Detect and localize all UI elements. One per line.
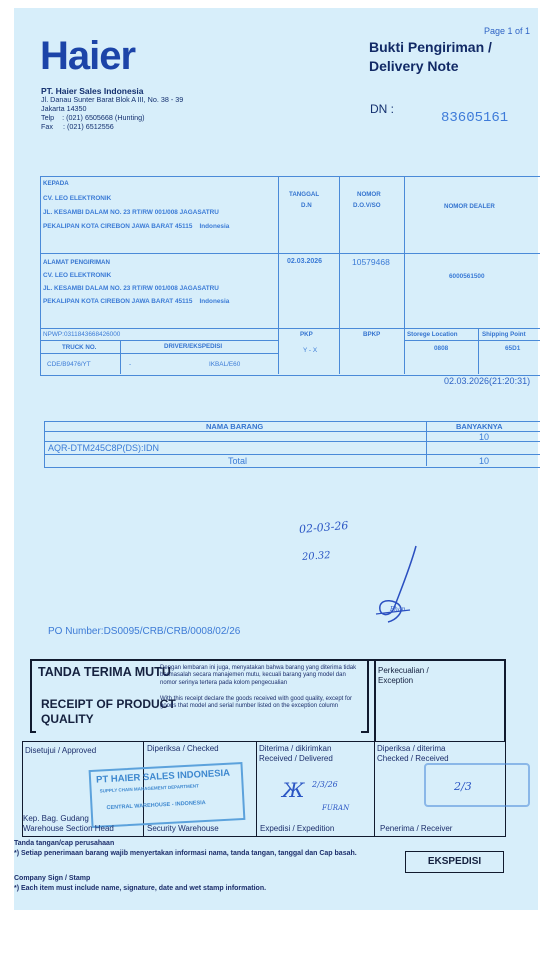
tanggal-label: TANGGAL — [289, 191, 320, 198]
company-name: PT. Haier Sales Indonesia — [41, 86, 144, 96]
company-address-line: Jakarta 14350 — [41, 104, 87, 113]
shipping-point-label: Shipping Point — [482, 331, 526, 338]
expedition-signature: Ж — [282, 778, 305, 802]
dealer-label: NOMOR DEALER — [444, 203, 495, 210]
shipping-city: PEKALIPAN KOTA CIREBON JAWA BARAT 45115 Indonesia — [43, 298, 230, 305]
shipping-point-value: 65D1 — [505, 345, 521, 352]
handwritten-date: 02-03-26 — [298, 518, 349, 537]
nomor-value: 10579468 — [352, 257, 390, 267]
company-phone: Telp : (021) 6505668 (Hunting) — [41, 113, 145, 122]
print-timestamp: 02.03.2026(21:20:31) — [444, 376, 531, 386]
document-title-en: Delivery Note — [369, 58, 459, 74]
stamp-department: SUPPLY CHAIN MANAGEMENT DEPARTMENT — [99, 783, 199, 794]
receipt-title-en: RECEIPT OF PRODUCT — [41, 697, 176, 711]
footer-note-label-id: Tanda tangan/cap perusahaan — [14, 840, 115, 847]
dealer-value: 6000561500 — [449, 273, 485, 280]
npwp-value: NPWP:0311843668426000 — [43, 331, 121, 338]
ekspedisi-copy-label: EKSPEDISI — [405, 851, 504, 873]
recipient-city: PEKALIPAN KOTA CIREBON JAWA BARAT 45115 Indonesia — [43, 223, 230, 230]
approved-label: Disetujui / Approved — [25, 746, 97, 755]
total-qty: 10 — [479, 456, 490, 466]
handwritten-initials: Fhan — [390, 606, 406, 613]
expedition-sign-date: 2/3/26 — [312, 780, 338, 789]
dn-number: 83605161 — [441, 110, 509, 126]
kepada-label: KEPADA — [43, 180, 69, 187]
driver-value: IKBAL/E60 — [209, 361, 241, 368]
item-name-header: NAMA BARANG — [206, 422, 264, 431]
footer-note-id: *) Setiap penerimaan barang wajib menyertakan informasi nama, tanda tangan, tanggal dan Cap basah. — [14, 850, 357, 857]
receiver-sign-number: 2/3 — [454, 780, 472, 793]
handwritten-time: 20.32 — [301, 550, 331, 563]
dn-label: DN : — [370, 102, 394, 116]
storage-location-label: Storege Location — [407, 331, 458, 338]
warehouse-head-label-id: Kep. Bag. Gudang — [23, 814, 89, 823]
receipt-text-id: Dengan lembaran ini juga, menyatakan bahwa barang yang diterima tidak bermasalah secara manajemen mutu, kecuali barang yang model dan nomor serinya tertera pada kolom pengecualian — [160, 665, 357, 686]
truck-value: CDE/B9476/YT — [47, 361, 91, 368]
shipping-name: CV. LEO ELEKTRONIK — [43, 272, 112, 279]
bpkp-label: BPKP — [363, 331, 381, 338]
security-label: Security Warehouse — [147, 824, 219, 833]
delivery-note-paper — [14, 8, 538, 910]
driver-label: DRIVER/EKSPEDISI — [164, 343, 223, 350]
warehouse-head-label-en: Warehouse Section Head — [23, 824, 114, 833]
tanggal-sub-label: D.N — [301, 202, 312, 209]
stamp-warehouse: CENTRAL WAREHOUSE - INDONESIA — [106, 799, 206, 812]
nomor-label: NOMOR — [357, 191, 381, 198]
company-address-line: Jl. Danau Sunter Barat Blok A III, No. 38 - 39 — [41, 95, 184, 104]
expedition-label: Expedisi / Expedition — [260, 824, 335, 833]
pkp-label: PKP — [300, 331, 313, 338]
document-title-id: Bukti Pengiriman / — [369, 39, 492, 55]
checked-received-label-id: Diperiksa / diterima — [377, 744, 446, 753]
received-label-id: Diterima / dikirimkan — [259, 744, 332, 753]
expedition-sign-name: FURAN — [322, 804, 350, 812]
total-label: Total — [228, 456, 248, 466]
receipt-title-id: TANDA TERIMA MUTU — [38, 665, 171, 679]
item-name: AQR-DTM245C8P(DS):IDN — [48, 443, 160, 453]
receiver-label: Penerima / Receiver — [380, 824, 453, 833]
shipping-address: JL. KESAMBI DALAM NO. 23 RT/RW 001/008 JAGASATRU — [43, 285, 219, 292]
footer-note-en: *) Each item must include name, signature, date and wet stamp information. — [14, 885, 267, 892]
recipient-name: CV. LEO ELEKTRONIK — [43, 195, 112, 202]
company-stamp — [89, 762, 246, 828]
po-number: PO Number:DS0095/CRB/CRB/0008/02/26 — [48, 626, 241, 637]
receipt-text-en: With this receipt declare the goods received with good quality, except for goods that model and serial number listed on the exception column — [160, 696, 352, 710]
nomor-sub-label: D.O.V/SO — [353, 202, 381, 209]
item-qty-header: BANYAKNYA — [456, 422, 503, 431]
received-label-en: Received / Delivered — [259, 754, 333, 763]
receipt-title-en-2: QUALITY — [41, 712, 94, 726]
receiver-stamp — [424, 763, 530, 807]
haier-logo: Haier — [40, 34, 136, 78]
truck-dash: - — [129, 361, 132, 368]
checked-received-label-en: Checked / Received — [377, 754, 449, 763]
tanggal-value: 02.03.2026 — [287, 258, 323, 265]
checked-label: Diperiksa / Checked — [147, 744, 219, 753]
page-indicator: Page 1 of 1 — [484, 26, 531, 36]
pkp-value: Y - X — [303, 347, 318, 354]
company-fax: Fax : (021) 6512556 — [41, 122, 114, 131]
recipient-address: JL. KESAMBI DALAM NO. 23 RT/RW 001/008 JAGASATRU — [43, 209, 219, 216]
truck-label: TRUCK NO. — [62, 344, 97, 351]
shipping-address-label: ALAMAT PENGIRIMAN — [43, 259, 110, 266]
storage-location-value: 0808 — [434, 345, 449, 352]
footer-note-label-en: Company Sign / Stamp — [14, 875, 91, 882]
item-qty: 10 — [479, 432, 490, 442]
stamp-company: PT HAIER SALES INDONESIA — [95, 767, 231, 786]
exception-label: Perkecualian / Exception — [378, 666, 429, 685]
handwritten-signature — [370, 544, 430, 626]
